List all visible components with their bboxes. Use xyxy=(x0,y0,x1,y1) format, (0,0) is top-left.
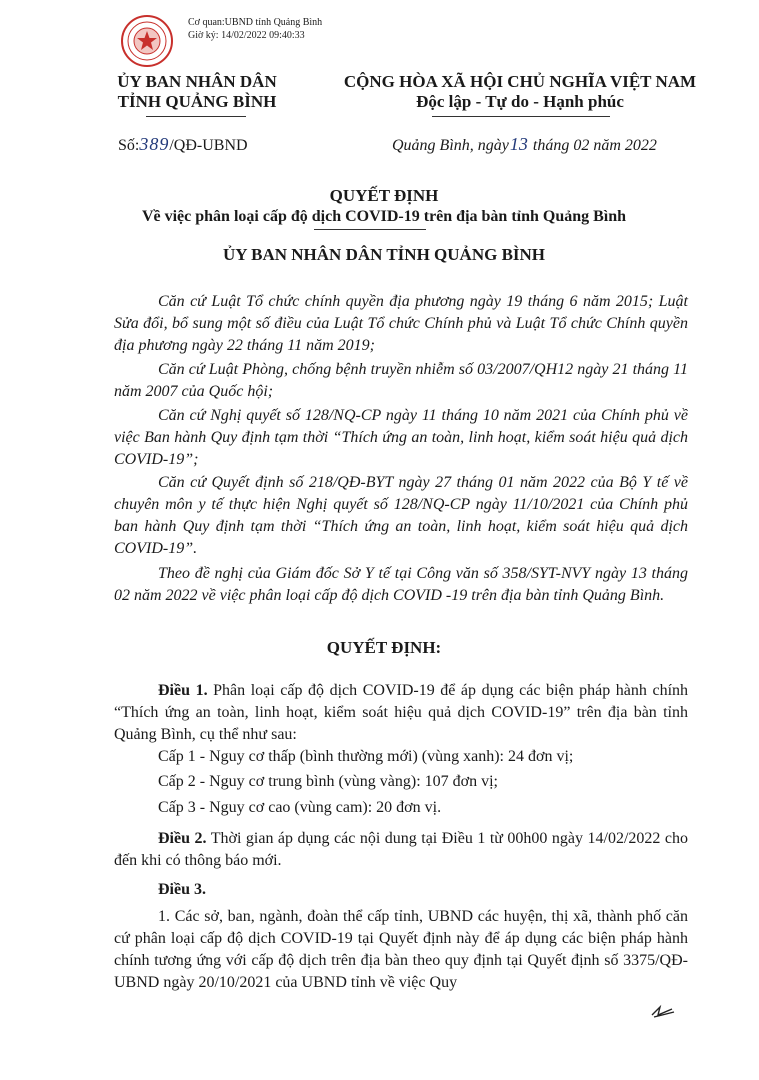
document-title: QUYẾT ĐỊNH xyxy=(329,186,439,205)
seal-icon xyxy=(120,14,174,68)
handwritten-day: 13 xyxy=(509,134,528,154)
handwritten-number: 389 xyxy=(139,134,170,154)
document-date: Quảng Bình, ngày13 tháng 02 năm 2022 xyxy=(392,134,657,154)
motto-underline xyxy=(432,116,610,117)
signature-time: Giờ ký: 14/02/2022 09:40:33 xyxy=(188,30,305,41)
document-number: Số:389/QĐ-UBND xyxy=(118,134,248,154)
basis-paragraph: Căn cứ Luật Phòng, chống bệnh truyền nhiễm số 03/2007/QH12 ngày 21 tháng 11 năm 2007 của Quốc hội; xyxy=(114,361,688,400)
level-item: Cấp 1 - Nguy cơ thấp (bình thường mới) (vùng xanh): 24 đơn vị; xyxy=(158,748,574,765)
level-item: Cấp 3 - Nguy cơ cao (vùng cam): 20 đơn vị. xyxy=(158,799,442,816)
issuing-organization: ỦY BAN NHÂN DÂN TỈNH QUẢNG BÌNH xyxy=(117,72,277,111)
initials-mark-icon xyxy=(650,1003,676,1019)
basis-paragraph: Căn cứ Quyết định số 218/QĐ-BYT ngày 27 tháng 01 năm 2022 của Bộ Y tế về chuyên môn y tế thực hiện Nghị quyết số 128/NQ-CP ngày 11/10/2021 của Chính phủ ban hành Quy định tạm thời “Thích ứng an toàn, linh hoạt, kiểm soát hiệu quả dịch COVID-19”. xyxy=(114,474,688,557)
article-2: Điều 2. Thời gian áp dụng các nội dung tại Điều 1 từ 00h00 ngày 14/02/2022 cho đến khi có thông báo mới. xyxy=(114,830,689,869)
signature-info xyxy=(188,16,322,42)
signature-agency: Cơ quan:UBND tỉnh Quảng Bình xyxy=(188,17,323,28)
article-1: Điều 1. Phân loại cấp độ dịch COVID-19 để áp dụng các biện pháp hành chính “Thích ứng an toàn, linh hoạt, kiểm soát hiệu quả dịch COVID-19” trên địa bàn tỉnh Quảng Bình, cụ thể như sau: xyxy=(114,682,689,743)
issuing-committee: ỦY BAN NHÂN DÂN TỈNH QUẢNG BÌNH xyxy=(222,245,546,264)
decision-heading: QUYẾT ĐỊNH: xyxy=(326,638,442,657)
basis-paragraph: Căn cứ Luật Tổ chức chính quyền địa phương ngày 19 tháng 6 năm 2015; Luật Sửa đổi, bổ sung một số điều của Luật Tổ chức Chính phủ và Luật Tổ chức Chính quyền địa phương ngày 22 tháng 11 năm 2019; xyxy=(114,293,688,354)
motto: Độc lập - Tự do - Hạnh phúc xyxy=(416,92,624,111)
article-label: Điều 3. xyxy=(158,881,206,898)
org-underline xyxy=(146,116,246,117)
basis-paragraph: Theo đề nghị của Giám đốc Sở Y tế tại Công văn số 358/SYT-NVY ngày 13 tháng 02 năm 2022 về việc phân loại cấp độ dịch COVID -19 trên địa bàn tỉnh Quảng Bình. xyxy=(114,565,688,604)
basis-paragraph: Căn cứ Nghị quyết số 128/NQ-CP ngày 11 tháng 10 năm 2021 của Chính phủ về việc Ban hành Quy định tạm thời “Thích ứng an toàn, linh hoạt, kiểm soát hiệu quả dịch COVID-19”; xyxy=(114,407,688,468)
level-item: Cấp 2 - Nguy cơ trung bình (vùng vàng): 107 đơn vị; xyxy=(158,773,498,790)
article-3 xyxy=(114,879,688,901)
article-label: Điều 2. xyxy=(158,830,207,847)
article-label: Điều 1. xyxy=(158,682,208,699)
article-3-paragraph-1: 1. Các sở, ban, ngành, đoàn thể cấp tỉnh, UBND các huyện, thị xã, thành phố căn cứ phân loại cấp độ dịch COVID-19 tại Quyết định này để áp dụng các biện pháp hành chính tương ứng với cấp độ dịch trên địa bàn theo quy định tại Quyết định số 3375/QĐ-UBND ngày 20/10/2021 của UBND tỉnh về việc Quy xyxy=(114,908,688,991)
subtitle-underline xyxy=(314,229,426,230)
national-title: CỘNG HÒA XÃ HỘI CHỦ NGHĨA VIỆT NAM Độc lập - Tự do - Hạnh phúc xyxy=(310,72,730,112)
document-subtitle: Về việc phân loại cấp độ dịch COVID-19 trên địa bàn tỉnh Quảng Bình xyxy=(141,208,627,225)
